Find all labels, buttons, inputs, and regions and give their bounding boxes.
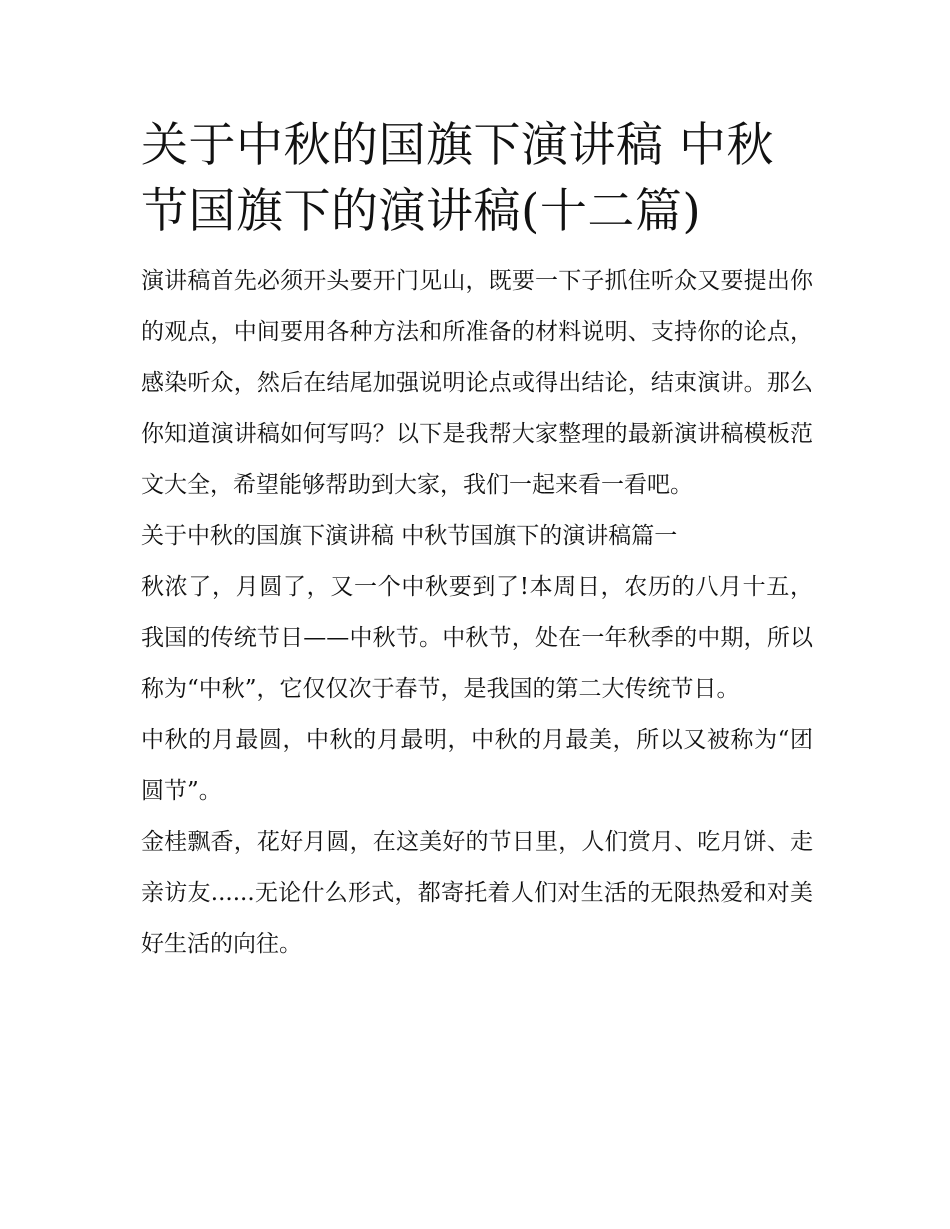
body-paragraph: 金桂飘香，花好月圆，在这美好的节日里，人们赏月、吃月饼、走亲访友......无论什么形式，都寄托着人们对生活的无限热爱和对美好生活的向往。 bbox=[141, 829, 813, 957]
body-paragraph: 秋浓了，月圆了，又一个中秋要到了!本周日，农历的八月十五，我国的传统节日——中秋节。中秋节，处在一年秋季的中期，所以称为“中秋”，它仅仅次于春节，是我国的第二大传统节日。 bbox=[141, 574, 813, 702]
intro-paragraph: 演讲稿首先必须开头要开门见山，既要一下子抓住听众又要提出你的观点，中间要用各种方法和所准备的材料说明、支持你的论点，感染听众，然后在结尾加强说明论点或得出结论，结束演讲。那么你知道演讲稿如何写吗？以下是我帮大家整理的最新演讲稿模板范文大全，希望能够帮助到大家，我们一起来看一看吧。 bbox=[141, 268, 813, 498]
section-heading: 关于中秋的国旗下演讲稿 中秋节国旗下的演讲稿篇一 bbox=[141, 523, 678, 549]
document-title: 关于中秋的国旗下演讲稿 中秋节国旗下的演讲稿(十二篇) bbox=[141, 118, 774, 239]
document-body bbox=[141, 113, 813, 970]
body-paragraph: 中秋的月最圆，中秋的月最明，中秋的月最美，所以又被称为“团圆节”。 bbox=[141, 727, 813, 804]
